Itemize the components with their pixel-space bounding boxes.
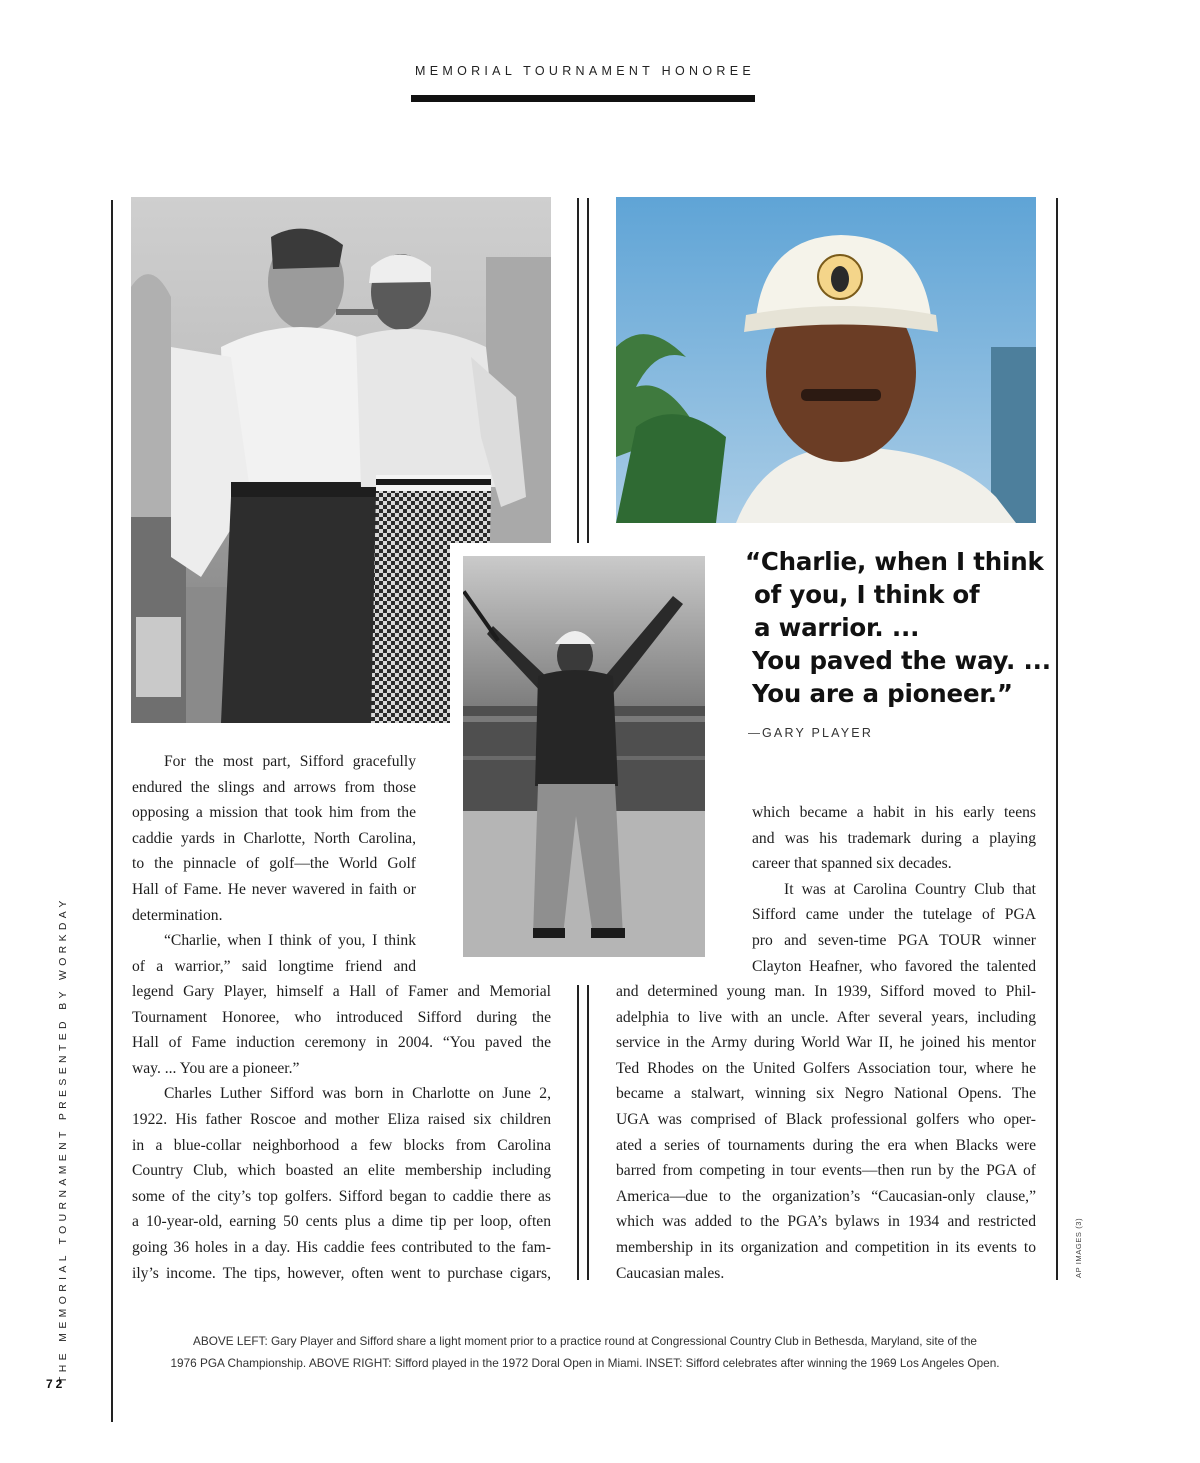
header-rule (411, 95, 755, 102)
pull-quote-line: You paved the way. ... (752, 646, 1051, 675)
article-line: Tournament Honoree, who introduced Sifford during the (132, 1008, 551, 1026)
article-line: barred from competing in tour events—then run by the PGA of (616, 1162, 1036, 1180)
article-line: of a warrior,” said longtime friend and (132, 957, 416, 975)
photo-caption (110, 1330, 1060, 1374)
article-line: way. ... You are a pioneer.” (132, 1059, 300, 1077)
center-rule-right-upper (587, 198, 589, 543)
article-line: Hall of Fame induction ceremony in 2004. “You paved the (132, 1034, 551, 1052)
left-margin-rule (111, 200, 113, 1422)
article-line: Hall of Fame. He never wavered in faith or (132, 880, 416, 898)
center-rule-left-lower (577, 985, 579, 1280)
article-column-lower-right (616, 979, 1036, 1286)
article-line: membership in its organization and competition in its events to (616, 1238, 1036, 1256)
pull-quote-line: of you, I think of (754, 580, 980, 609)
article-line: Clayton Heafner, who favored the talented (752, 957, 1036, 975)
article-line: ated a series of tournaments during the era when Blacks were (616, 1136, 1036, 1154)
article-line: caddie yards in Charlotte, North Carolina, (132, 829, 416, 847)
article-line: and determined young man. In 1939, Sifford moved to Phil- (616, 983, 1036, 1000)
article-line: “Charlie, when I think of you, I think (164, 932, 416, 950)
article-line: pro and seven-time PGA TOUR winner (752, 931, 1036, 949)
photo-sifford-celebrating (463, 556, 705, 957)
article-line: which became a habit in his early teens (752, 804, 1036, 821)
section-label: MEMORIAL TOURNAMENT HONOREE (415, 64, 755, 78)
center-rule-left-upper (577, 198, 579, 543)
page-number: 72 (46, 1377, 66, 1391)
article-line: a 10-year-old, earning 50 cents plus a dime tip per loop, often (132, 1213, 551, 1231)
article-column-lower-left (132, 979, 551, 1286)
article-line: It was at Carolina Country Club that (784, 880, 1036, 898)
article-line: Sifford came under the tutelage of PGA (752, 906, 1036, 924)
pull-quote (745, 545, 1051, 710)
publication-footer: THE MEMORIAL TOURNAMENT PRESENTED BY WORKDAY (58, 896, 69, 1383)
caption-line: ABOVE LEFT: Gary Player and Sifford share a light moment prior to a practice round at Congressional Country Club in Bethesda, Maryland, site of the (192, 1334, 977, 1348)
attribution-text: GARY PLAYER (762, 726, 874, 740)
article-line: to the pinnacle of golf—the World Golf (132, 855, 416, 873)
attribution-dash (748, 733, 760, 734)
article-line: Ted Rhodes on the United Golfers Association tour, where he (616, 1059, 1036, 1077)
article-line: Caucasian males. (616, 1264, 725, 1282)
right-margin-rule (1056, 198, 1058, 1280)
article-line: ily’s income. The tips, however, often went to purchase cigars, (132, 1264, 551, 1282)
article-column-upper-left (132, 749, 416, 979)
photo-sifford-portrait (616, 197, 1036, 523)
article-line: service in the Army during World War II, he joined his mentor (616, 1034, 1036, 1052)
caption-line: 1976 PGA Championship. ABOVE RIGHT: Sifford played in the 1972 Doral Open in Miami. INSET: Sifford celebrates after winning the 1969 Los Angeles Open. (170, 1356, 1000, 1370)
article-line: in a blue-collar neighborhood a few blocks from Carolina (132, 1136, 551, 1154)
article-line: career that spanned six decades. (752, 855, 952, 873)
pull-quote-line: a warrior. ... (754, 613, 920, 642)
article-column-upper-right (752, 800, 1036, 979)
photo-credit: AP IMAGES (3) (1074, 1217, 1083, 1278)
article-line: UGA was comprised of Black professional golfers who oper- (616, 1110, 1036, 1128)
article-line: Country Club, which boasted an elite membership including (132, 1162, 551, 1180)
article-line: which was added to the PGA’s bylaws in 1934 and restricted (616, 1213, 1036, 1231)
article-line: adelphia to live with an uncle. After several years, including (616, 1008, 1036, 1026)
pull-quote-line: You are a pioneer.” (752, 679, 1013, 708)
pull-quote-attribution (748, 726, 873, 740)
article-line: going 36 holes in a day. His caddie fees contributed to the fam- (132, 1238, 551, 1256)
article-line: determination. (132, 906, 223, 924)
article-line: and was his trademark during a playing (752, 829, 1036, 847)
article-line: 1922. His father Roscoe and mother Eliza raised six children (132, 1110, 551, 1128)
article-line: For the most part, Sifford gracefully (164, 753, 416, 770)
article-line: opposing a mission that took him from the (132, 804, 416, 822)
pull-quote-line: “Charlie, when I think (745, 547, 1044, 576)
center-rule-right-lower (587, 985, 589, 1280)
article-line: America—due to the organization’s “Caucasian-only clause,” (616, 1187, 1036, 1205)
article-line: became a stalwart, winning six Negro National Opens. The (616, 1085, 1036, 1103)
article-line: some of the city’s top golfers. Sifford began to caddie there as (132, 1187, 551, 1205)
article-line: Charles Luther Sifford was born in Charlotte on June 2, (164, 1085, 551, 1103)
article-line: endured the slings and arrows from those (132, 778, 416, 796)
article-line: legend Gary Player, himself a Hall of Famer and Memorial (132, 983, 551, 1000)
